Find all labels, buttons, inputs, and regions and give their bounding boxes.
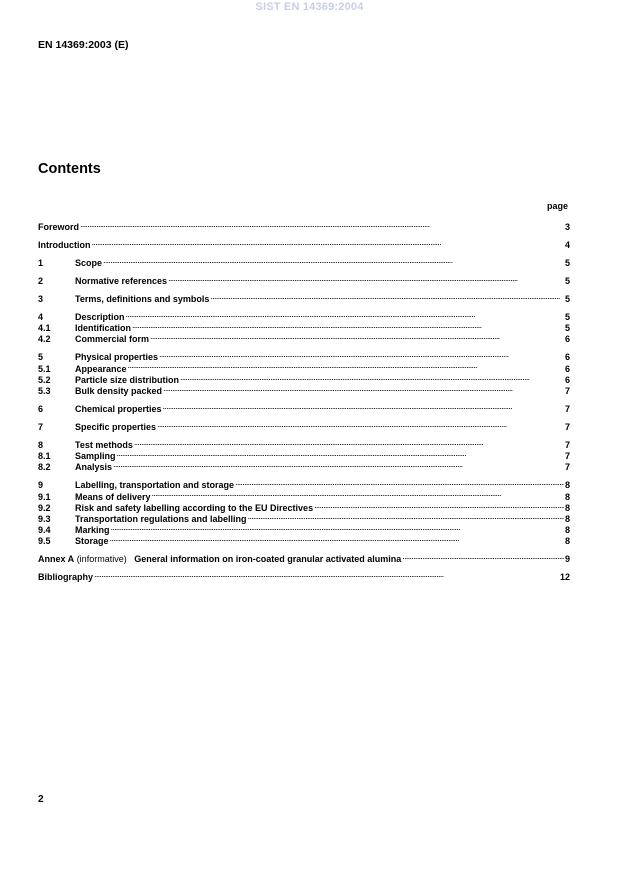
- dot-leader: [235, 477, 564, 488]
- toc-entry-title: Storage: [75, 536, 109, 547]
- toc-entry-page: 8: [564, 525, 570, 536]
- page-number: 2: [38, 794, 44, 805]
- toc-entry-title: Foreword: [38, 222, 80, 233]
- dot-leader: [111, 522, 564, 533]
- toc-entry-title: Risk and safety labelling according to the EU Directives: [75, 502, 314, 513]
- toc-entry[interactable]: [38, 459, 570, 473]
- toc-entry-page: 5: [564, 276, 570, 287]
- toc-entry-bibliography[interactable]: [38, 569, 570, 583]
- toc-entry-title: Marking: [75, 525, 110, 536]
- toc-entry-annex[interactable]: [38, 551, 570, 565]
- toc-entry-number: 1: [38, 258, 44, 269]
- toc-entry-number: 5.2: [38, 374, 51, 385]
- toc-entry[interactable]: [38, 522, 570, 536]
- toc-entry-page: 6: [564, 352, 570, 363]
- toc-entry-number: 8.1: [38, 451, 51, 462]
- toc-entry-number: 7: [38, 422, 44, 432]
- toc-entry-number: 9.2: [38, 502, 51, 513]
- toc-entry-number: 4: [38, 312, 44, 323]
- dot-leader: [80, 219, 564, 230]
- toc-entry-title: Appearance: [75, 363, 127, 374]
- toc-entry-title: Commercial form: [75, 334, 150, 345]
- dot-leader: [152, 488, 564, 499]
- toc-entry-page: 7: [564, 404, 570, 415]
- annex-title: General information on iron-coated granular activated alumina: [134, 554, 402, 565]
- toc-entry-title: Bibliography: [38, 572, 94, 583]
- toc-entry-page: 4: [564, 240, 570, 251]
- toc-entry[interactable]: [38, 401, 570, 415]
- dot-leader: [168, 273, 564, 284]
- toc-entry[interactable]: [38, 437, 570, 448]
- toc-entry-page: 12: [559, 572, 570, 583]
- toc-entry-number: 8.2: [38, 462, 51, 473]
- toc-entry-number: 3: [38, 294, 44, 305]
- watermark: SIST EN 14369:2004: [255, 1, 364, 13]
- toc-entry[interactable]: [38, 448, 570, 462]
- dot-leader: [314, 500, 564, 511]
- dot-leader: [159, 349, 564, 360]
- toc-entry-title: Bulk density packed: [75, 386, 163, 397]
- toc-entry[interactable]: [38, 533, 570, 547]
- toc-entry-page: 3: [564, 222, 570, 233]
- table-of-contents: [38, 219, 570, 583]
- toc-entry[interactable]: [38, 349, 570, 363]
- toc-entry-page: 7: [564, 439, 570, 450]
- dot-leader: [210, 291, 564, 302]
- toc-entry-page: 6: [564, 374, 570, 385]
- dot-leader: [150, 331, 564, 342]
- dot-leader: [94, 569, 559, 580]
- toc-entry-page: 5: [564, 312, 570, 323]
- toc-entry-title: Terms, definitions and symbols: [75, 294, 210, 305]
- toc-entry[interactable]: [38, 419, 570, 430]
- dot-leader: [110, 533, 564, 544]
- toc-entry-number: 9: [38, 480, 44, 491]
- toc-entry-page: 9: [564, 554, 570, 565]
- dot-leader: [92, 237, 564, 248]
- toc-entry-number: 9.5: [38, 536, 51, 547]
- dot-leader: [402, 551, 564, 562]
- dot-leader: [117, 448, 564, 459]
- toc-entry[interactable]: [38, 309, 570, 323]
- toc-entry-number: 5.1: [38, 363, 51, 374]
- toc-entry-title: Specific properties: [75, 422, 157, 432]
- toc-entry-number: 9.3: [38, 513, 51, 524]
- dot-leader: [248, 511, 564, 522]
- toc-entry-title: Normative references: [75, 276, 168, 287]
- toc-entry[interactable]: [38, 477, 570, 491]
- toc-entry-page: 8: [564, 536, 570, 547]
- toc-entry-title: Physical properties: [75, 352, 159, 363]
- page-title: Contents: [38, 161, 101, 177]
- dot-leader: [163, 401, 564, 412]
- toc-entry-title: Labelling, transportation and storage: [75, 480, 235, 491]
- toc-entry-title: Sampling: [75, 451, 116, 462]
- toc-entry-page: 8: [564, 513, 570, 524]
- dot-leader: [163, 383, 564, 394]
- toc-entry[interactable]: [38, 237, 570, 251]
- toc-entry[interactable]: [38, 219, 570, 233]
- dot-leader: [103, 255, 564, 266]
- toc-entry-number: 2: [38, 276, 44, 287]
- toc-entry-title: Identification: [75, 323, 131, 334]
- toc-entry-title: Introduction: [38, 240, 91, 251]
- toc-entry-number: 6: [38, 404, 44, 415]
- dot-leader: [157, 419, 564, 430]
- toc-entry-number: 4.1: [38, 323, 51, 334]
- toc-entry-page: 7: [564, 462, 570, 473]
- toc-entry[interactable]: [38, 291, 570, 305]
- dot-leader: [180, 372, 564, 383]
- toc-entry-title: Transportation regulations and labelling: [75, 513, 247, 524]
- toc-entry-title: Chemical properties: [75, 404, 162, 415]
- dot-leader: [128, 360, 564, 371]
- dot-leader: [132, 320, 564, 331]
- toc-entry-title: Description: [75, 312, 125, 323]
- toc-entry-number: 9.4: [38, 525, 51, 536]
- dot-leader: [113, 459, 564, 470]
- page-column-label: page: [546, 201, 568, 211]
- document-id: EN 14369:2003 (E): [38, 39, 129, 51]
- toc-entry-page: 5: [564, 258, 570, 269]
- toc-entry-page: 5: [564, 294, 570, 305]
- toc-entry-page: 6: [564, 334, 570, 345]
- annex-label: Annex A: [38, 554, 75, 565]
- toc-entry[interactable]: [38, 273, 570, 287]
- toc-entry-page: 7: [564, 451, 570, 462]
- dot-leader: [126, 309, 564, 320]
- toc-entry-page: 8: [564, 491, 570, 502]
- toc-entry-title: Scope: [75, 258, 103, 269]
- toc-entry-number: 4.2: [38, 334, 51, 345]
- toc-entry-title: Analysis: [75, 462, 113, 473]
- dot-leader: [134, 437, 564, 448]
- toc-entry-page: 5: [564, 323, 570, 334]
- toc-entry[interactable]: [38, 255, 570, 269]
- toc-entry-number: 5.3: [38, 386, 51, 397]
- toc-entry-title: Means of delivery: [75, 491, 151, 502]
- toc-entry-number: 9.1: [38, 491, 51, 502]
- toc-entry-page: 8: [564, 480, 570, 491]
- annex-type: (informative): [76, 554, 127, 565]
- toc-entry-page: 6: [564, 363, 570, 374]
- toc-entry-number: 5: [38, 352, 44, 363]
- toc-entry-page: 7: [564, 386, 570, 397]
- toc-entry-page: 7: [564, 422, 570, 432]
- toc-entry-title: Particle size distribution: [75, 374, 180, 385]
- toc-entry-page: 8: [564, 502, 570, 513]
- toc-entry-number: 8: [38, 439, 44, 450]
- toc-entry-title: Test methods: [75, 439, 133, 450]
